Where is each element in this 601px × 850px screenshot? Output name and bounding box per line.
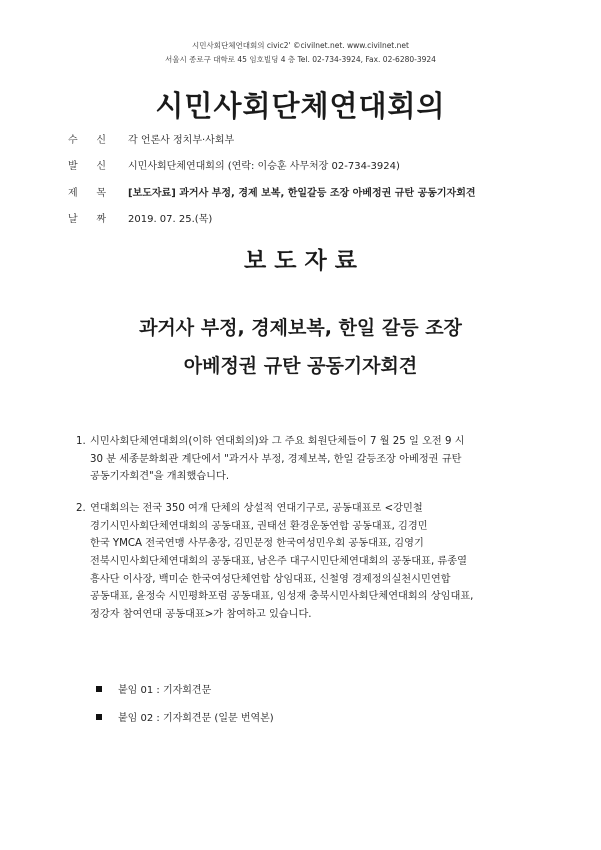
header-contact-line-2: 서울시 종로구 대학로 45 임호빌딩 4 층 Tel. 02-734-3924, Fax. 02-6280-3924 xyxy=(165,55,436,64)
attachment-label: 붙임 02 : 기자회견문 (일문 번역본) xyxy=(118,713,274,724)
meta-label-char: 발 xyxy=(68,160,78,172)
paragraph-line: 전북시민사회단체연대회의 공동대표, 남은주 대구시민단체연대회의 공동대표, 류종열 xyxy=(90,556,467,568)
headline-line-2: 아베정권 규탄 공동기자회견 xyxy=(183,355,418,377)
paragraph-line: 30 분 세종문화회관 계단에서 "과거사 부정, 경제보복, 한일 갈등조장 아베정권 규탄 xyxy=(90,453,462,465)
paragraph-line: 연대회의는 전국 350 여개 단체의 상설적 연대기구로, 공동대표로 <강민철 xyxy=(90,503,423,514)
meta-label-char: 신 xyxy=(96,160,106,172)
org-title: 시민사회단체연대회의 xyxy=(155,89,446,123)
paragraph-number: 1. xyxy=(76,436,86,447)
meta-row-subject xyxy=(68,184,476,198)
paragraph-line: 한국 YMCA 전국연맹 사무총장, 김민문정 한국여성민우회 공동대표, 김영기 xyxy=(90,538,424,550)
meta-label-char: 제 xyxy=(68,187,78,199)
paragraph-line: 시민사회단체연대회의(이하 연대회의)와 그 주요 회원단체들이 7 월 25 일 오전 9 시 xyxy=(90,436,465,447)
meta-label-char: 목 xyxy=(96,187,106,199)
meta-label-char: 날 xyxy=(68,213,78,225)
meta-row-recipient xyxy=(68,131,234,145)
paragraph-line: 경기시민사회단체연대회의 공동대표, 권태선 환경운동연합 공동대표, 김경민 xyxy=(90,520,428,532)
attachment-item xyxy=(96,709,274,724)
meta-label-char: 짜 xyxy=(96,213,106,225)
meta-label-char: 신 xyxy=(96,134,106,146)
meta-label-char: 수 xyxy=(68,134,78,146)
meta-sender-value: 시민사회단체연대회의 (연락: 이승훈 사무처장 02-734-3924) xyxy=(128,160,400,172)
headline-line-1: 과거사 부정, 경제보복, 한일 갈등 조장 xyxy=(139,317,462,339)
meta-date-value: 2019. 07. 25.(목) xyxy=(128,213,213,225)
square-bullet-icon xyxy=(96,686,102,692)
meta-recipient-value: 각 언론사 정치부·사회부 xyxy=(128,134,235,146)
paragraph-line: 공동대표, 윤정숙 시민평화포럼 공동대표, 임성재 충북시민사회단체연대회의 상임대표, xyxy=(90,591,474,603)
meta-subject-value: [보도자료] 과거사 부정, 경제 보복, 한일갈등 조장 아베정권 규탄 공동기자회견 xyxy=(128,187,476,199)
attachment-label: 붙임 01 : 기자회견문 xyxy=(118,685,212,696)
attachment-item xyxy=(96,681,211,696)
doc-type-title: 보 도 자 료 xyxy=(244,248,357,274)
meta-row-date xyxy=(68,210,212,224)
meta-row-sender xyxy=(68,157,400,171)
square-bullet-icon xyxy=(96,714,102,720)
paragraph-number: 2. xyxy=(76,503,86,514)
paragraph-line: 흥사단 이사장, 백미순 한국여성단체연합 상임대표, 신철영 경제정의실천시민연합 xyxy=(90,573,451,585)
header-contact-line-1: 시민사회단체연대회의 civic2' ©civilnet.net. www.civilnet.net xyxy=(192,41,409,50)
paragraph-line: 정강자 참여연대 공동대표>가 참여하고 있습니다. xyxy=(90,609,312,621)
paragraph-line: 공동기자회견"을 개최했습니다. xyxy=(90,471,230,483)
